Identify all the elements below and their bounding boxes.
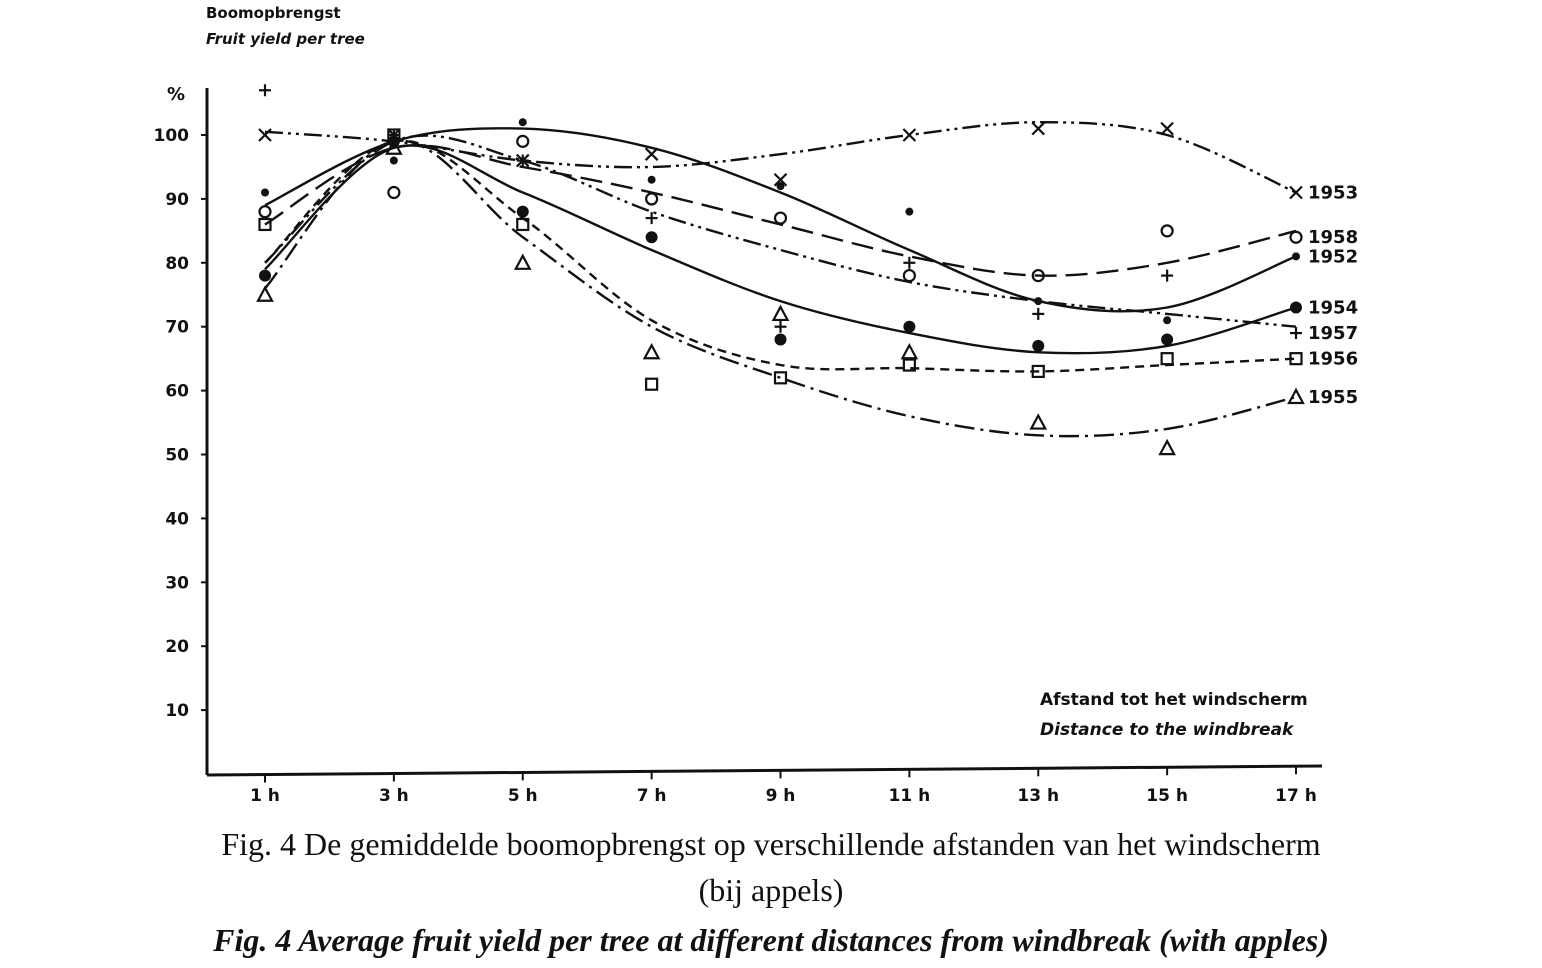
data-point-open-triangle: [1289, 390, 1303, 403]
y-axis-label-english: Fruit yield per tree: [206, 30, 365, 48]
data-point-filled-circle: [646, 231, 658, 243]
series-line-1952: [265, 128, 1296, 311]
y-unit-label: %: [166, 84, 185, 105]
series-line-1957: [265, 136, 1296, 327]
data-point-dot: [390, 157, 398, 165]
data-point-open-triangle: [645, 345, 659, 358]
series-labels: [1308, 183, 1358, 408]
x-tick-label: 3 h: [378, 786, 409, 806]
data-point-open-circle: [646, 193, 657, 204]
y-tick-label: 90: [165, 189, 189, 210]
y-tick-label: 80: [165, 253, 189, 274]
y-tick-label: 50: [165, 445, 189, 466]
series-label-1958: 1958: [1308, 227, 1359, 249]
data-point-dot: [1034, 297, 1042, 305]
y-tick-label: 20: [165, 637, 189, 658]
series-markers: [258, 84, 1303, 454]
data-point-open-triangle: [774, 307, 788, 320]
data-point-open-square: [646, 379, 657, 390]
data-point-plus-marker: [259, 84, 271, 96]
data-point-open-circle: [1162, 225, 1173, 236]
data-point-x-marker: [1032, 123, 1044, 135]
data-point-dot: [261, 189, 269, 197]
data-point-dot: [519, 118, 527, 126]
x-tick-label: 11 h: [888, 786, 931, 806]
data-point-open-triangle: [516, 256, 530, 269]
data-point-dot: [777, 182, 785, 190]
data-point-filled-circle: [775, 333, 787, 345]
y-axis-ticks: [154, 84, 208, 721]
data-point-dot: [1163, 316, 1171, 324]
data-point-filled-circle: [259, 270, 271, 282]
x-tick-label: 5 h: [507, 786, 538, 806]
data-point-dot: [905, 208, 913, 216]
x-axis-label-english: Distance to the windbreak: [1040, 720, 1294, 740]
series-line-1958: [265, 145, 1296, 275]
data-point-filled-circle: [903, 321, 915, 333]
data-point-plus-marker: [775, 321, 787, 333]
data-point-dot: [648, 176, 656, 184]
data-point-open-triangle: [1160, 441, 1174, 454]
data-point-x-marker: [903, 129, 915, 141]
data-point-open-square: [775, 372, 786, 383]
y-tick-label: 100: [153, 126, 189, 146]
y-tick-label: 40: [165, 509, 189, 530]
y-axis-label-dutch: Boomopbrengst: [206, 4, 341, 22]
series-label-1952: 1952: [1308, 246, 1359, 268]
data-point-open-circle: [904, 270, 915, 281]
data-point-open-square: [1162, 353, 1173, 364]
data-point-filled-circle: [1161, 333, 1173, 345]
caption-dutch: Fig. 4 De gemiddelde boomopbrengst op verschillende afstanden van het windscherm: [221, 826, 1321, 862]
data-point-open-circle: [1291, 232, 1302, 243]
x-tick-label: 13 h: [1017, 786, 1060, 806]
series-label-1957: 1957: [1308, 323, 1359, 345]
series-line-1953: [265, 122, 1296, 192]
data-point-open-circle: [517, 136, 528, 147]
data-point-open-triangle: [258, 288, 272, 301]
data-point-open-triangle: [902, 345, 916, 358]
data-point-dot: [1292, 252, 1300, 260]
x-tick-label: 7 h: [636, 786, 667, 806]
data-point-plus-marker: [1032, 308, 1044, 320]
data-point-open-circle: [260, 206, 271, 217]
series-label-1954: 1954: [1308, 297, 1359, 319]
data-point-plus-marker: [1161, 270, 1173, 282]
data-point-filled-circle: [517, 206, 529, 218]
data-point-filled-circle: [1290, 302, 1302, 314]
data-point-x-marker: [259, 129, 271, 141]
data-point-plus-marker: [1290, 327, 1302, 339]
x-axis-line: [207, 766, 1322, 775]
x-tick-label: 17 h: [1275, 786, 1317, 806]
data-point-open-triangle: [1031, 416, 1045, 429]
caption-english: Fig. 4 Average fruit yield per tree at different distances from windbreak (with apples): [213, 922, 1329, 958]
data-point-x-marker: [646, 148, 658, 160]
caption-dutch-subline: (bij appels): [698, 872, 844, 908]
data-point-open-circle: [388, 187, 399, 198]
chart-axes: [207, 88, 1322, 775]
y-tick-label: 70: [165, 317, 189, 338]
data-point-plus-marker: [903, 257, 915, 269]
data-point-x-marker: [1290, 187, 1302, 199]
data-point-open-circle: [775, 213, 786, 224]
y-tick-label: 60: [165, 381, 189, 402]
x-tick-label: 1 h: [250, 786, 280, 806]
x-tick-label: 9 h: [765, 786, 796, 806]
x-tick-label: 15 h: [1146, 786, 1188, 806]
y-tick-label: 10: [165, 701, 189, 722]
series-label-1955: 1955: [1308, 386, 1359, 408]
data-point-filled-circle: [1032, 340, 1044, 352]
series-label-1953: 1953: [1308, 182, 1359, 204]
x-axis-label-dutch: Afstand tot het windscherm: [1040, 690, 1308, 710]
series-curves: [265, 122, 1296, 436]
y-tick-label: 30: [165, 573, 189, 594]
data-point-x-marker: [1161, 123, 1173, 135]
series-label-1956: 1956: [1308, 348, 1359, 370]
